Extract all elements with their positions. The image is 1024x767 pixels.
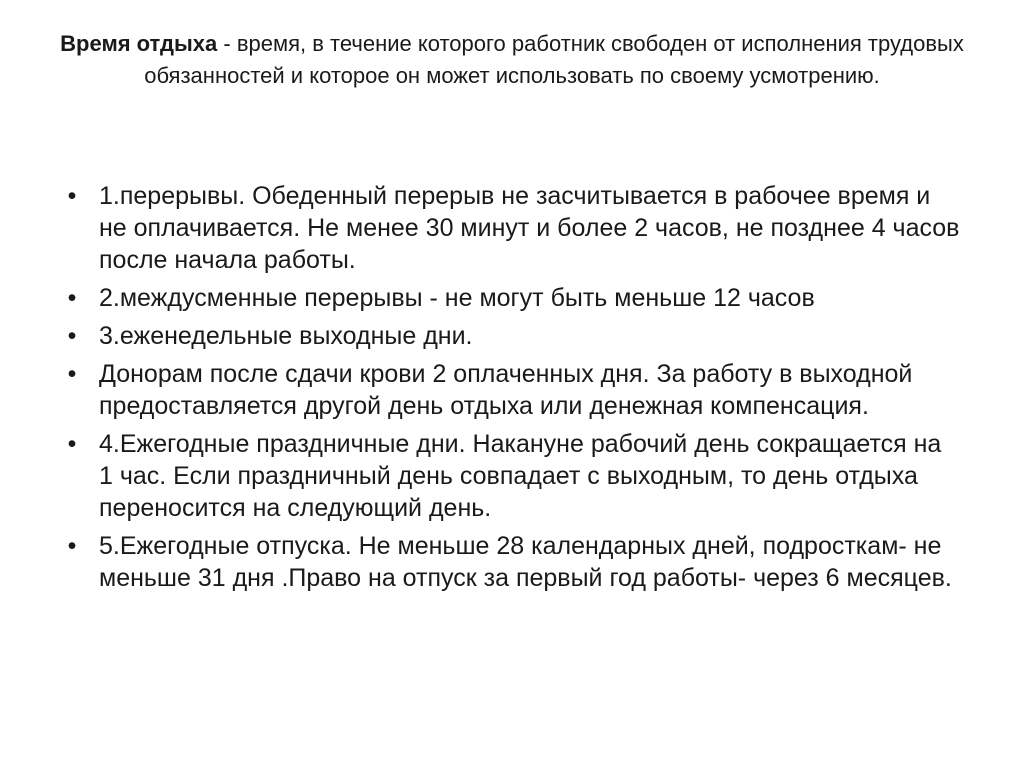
bullet-text: 2.междусменные перерывы - не могут быть меньше 12 часов — [99, 284, 815, 312]
bullet-marker: • — [67, 284, 77, 312]
bullet-list — [62, 180, 962, 600]
bullet-text: 4.Ежегодные праздничные дни. Накануне рабочий день сокращается на 1 час. Если праздничный день совпадает с выходным, то день отдыха переносится на следующий день. — [99, 430, 942, 522]
bullet-marker: • — [67, 322, 77, 350]
bullet-item-shift-breaks — [62, 282, 962, 314]
bullet-text: 3.еженедельные выходные дни. — [99, 322, 473, 350]
bullet-marker: • — [67, 532, 77, 560]
bullet-item-donors — [62, 358, 962, 422]
bullet-marker: • — [67, 430, 77, 458]
bullet-text: 1.перерывы. Обеденный перерыв не засчитывается в рабочее время и не оплачивается. Не менее 30 минут и более 2 часов, не позднее 4 часов после начала работы. — [99, 182, 960, 274]
bullet-item-holidays — [62, 428, 962, 524]
bullet-item-vacations — [62, 530, 962, 594]
title-definition: - время, в течение которого работник свободен от исполнения трудовых обязанностей и которое он может использовать по своему усмотрению. — [144, 31, 964, 88]
title-term: Время отдыха — [60, 31, 218, 56]
bullet-text: 5.Ежегодные отпуска. Не меньше 28 календарных дней, подросткам- не меньше 31 дня .Право на отпуск за первый год работы- через 6 месяцев. — [99, 532, 952, 592]
slide-title — [40, 28, 984, 92]
bullet-text: Донорам после сдачи крови 2 оплаченных дня. За работу в выходной предоставляется другой день отдыха или денежная компенсация. — [99, 360, 913, 420]
bullet-item-weekly-days-off — [62, 320, 962, 352]
bullet-marker: • — [67, 360, 77, 388]
bullet-marker: • — [67, 182, 77, 210]
bullet-item-breaks — [62, 180, 962, 276]
